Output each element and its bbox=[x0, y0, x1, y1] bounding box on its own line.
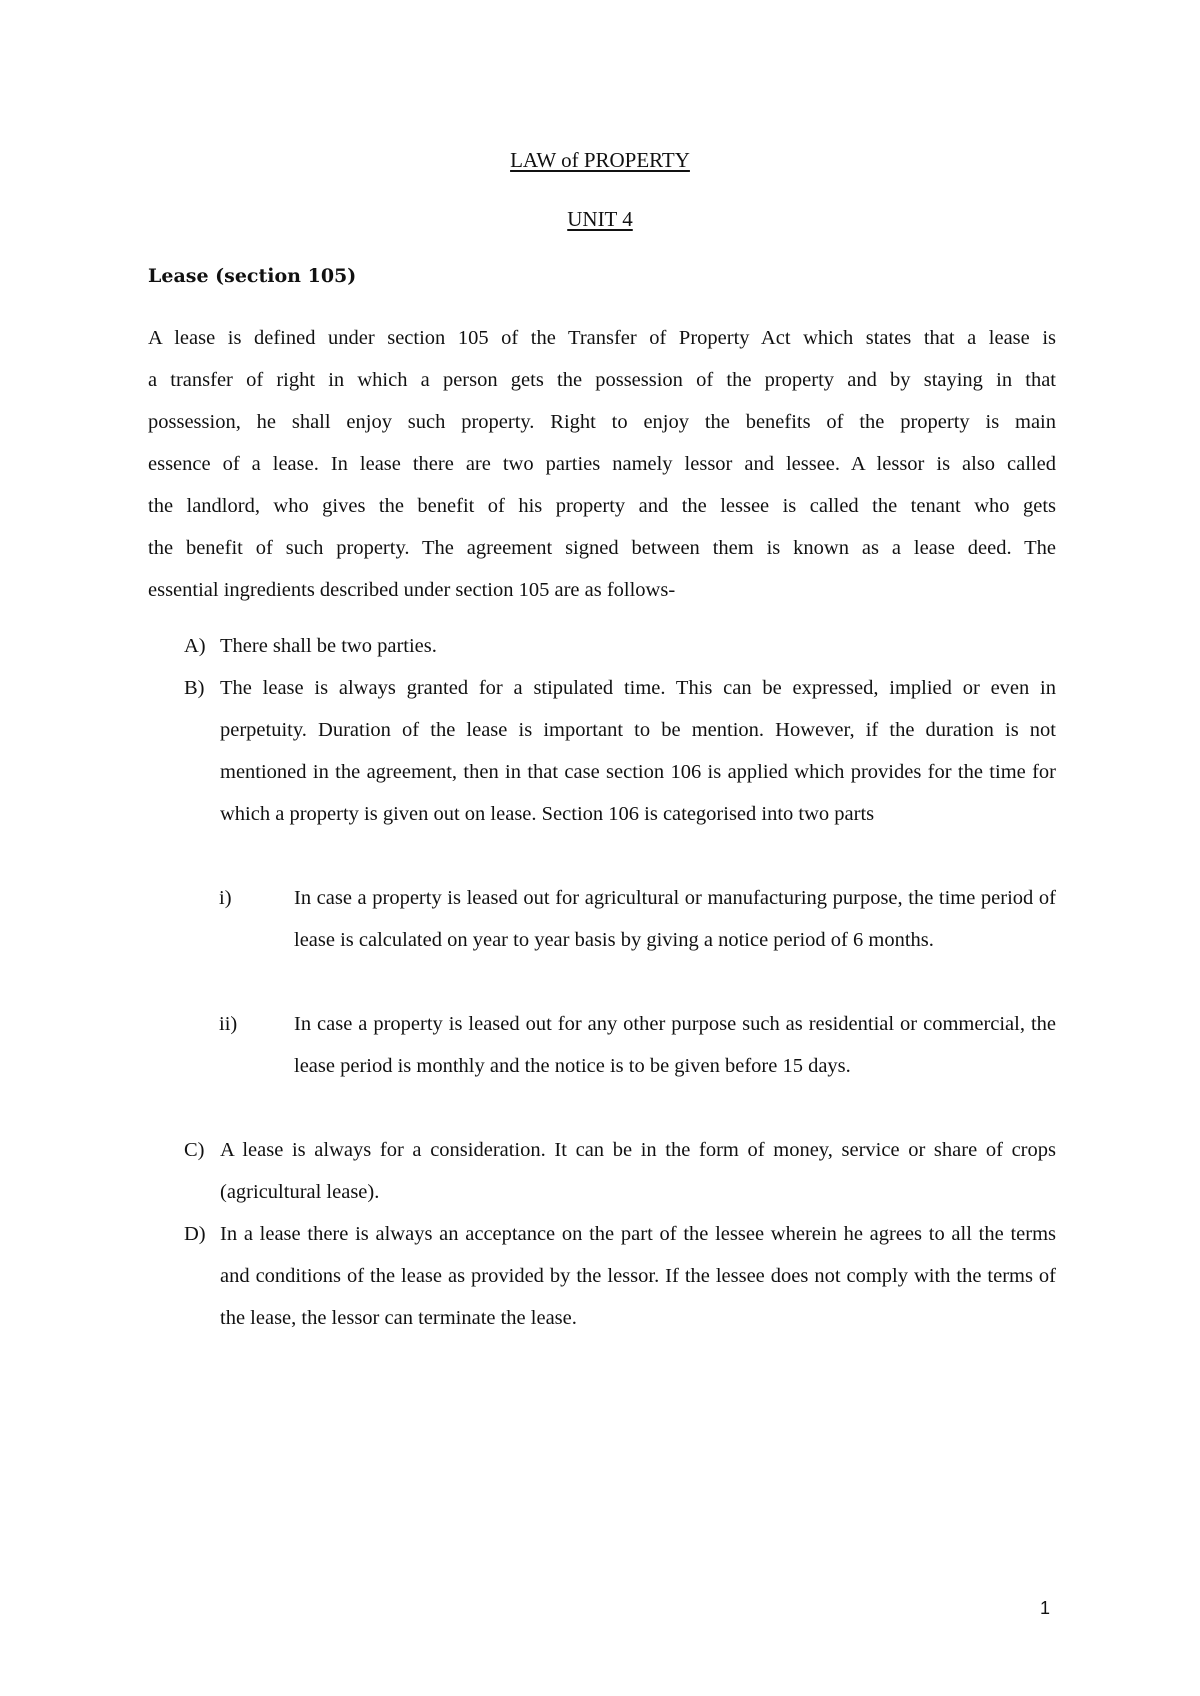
list-item-b bbox=[148, 667, 1056, 835]
sub-item-text: In case a property is leased out for any other purpose such as residential or commercial, the lease period is monthly and the notice is to be given before 15 days. bbox=[294, 1013, 1056, 1077]
intro-paragraph bbox=[148, 317, 1056, 611]
intro-line: the benefit of such property. The agreement signed between them is known as a lease deed. The bbox=[148, 537, 1056, 559]
sub-item-ii bbox=[148, 1003, 1056, 1087]
intro-line: a transfer of right in which a person gets the possession of the property and by staying in that bbox=[148, 369, 1056, 391]
document-title: LAW of PROPERTY bbox=[510, 148, 690, 172]
sub-item-text: In case a property is leased out for agricultural or manufacturing purpose, the time period of lease is calculated on year to year basis by giving a notice period of 6 months. bbox=[294, 887, 1056, 951]
list-marker: A) bbox=[184, 635, 206, 657]
list-item-text: The lease is always granted for a stipulated time. This can be expressed, implied or even in perpetuity. Duration of the lease is important to be mention. However, if the duration is not mentioned in the agreement, then in that case section 106 is applied which provides for the time for which a property is given out on lease. Section 106 is categorised into two parts bbox=[220, 677, 1056, 825]
intro-line: A lease is defined under section 105 of the Transfer of Property Act which states that a lease is bbox=[148, 327, 1056, 349]
list-marker: D) bbox=[184, 1223, 206, 1245]
intro-line: essential ingredients described under section 105 are as follows- bbox=[148, 579, 676, 601]
list-marker: C) bbox=[184, 1139, 205, 1161]
sub-list-marker: ii) bbox=[219, 1013, 238, 1035]
list-item-c bbox=[148, 1129, 1056, 1213]
intro-line: essence of a lease. In lease there are two parties namely lessor and lessee. A lessor is also called bbox=[148, 453, 1056, 475]
sub-item-i bbox=[148, 877, 1056, 961]
list-item-a bbox=[148, 625, 1056, 667]
section-heading: Lease (section 105) bbox=[148, 265, 357, 287]
intro-line: possession, he shall enjoy such property. Right to enjoy the benefits of the property is main bbox=[148, 411, 1056, 433]
intro-line: the landlord, who gives the benefit of his property and the lessee is called the tenant who gets bbox=[148, 495, 1056, 517]
sub-list-marker: i) bbox=[219, 887, 232, 909]
page-number: 1 bbox=[1040, 1598, 1051, 1618]
list-item-text: In a lease there is always an acceptance on the part of the lessee wherein he agrees to all the terms and conditions of the lease as provided by the lessor. If the lessee does not comply with the terms of the lease, the lessor can terminate the lease. bbox=[220, 1223, 1056, 1329]
list-item-d bbox=[148, 1213, 1056, 1339]
unit-title: UNIT 4 bbox=[567, 207, 633, 231]
list-item-text: A lease is always for a consideration. It can be in the form of money, service or share of crops (agricultural lease). bbox=[220, 1139, 1056, 1203]
list-item-text: There shall be two parties. bbox=[220, 635, 437, 657]
list-marker: B) bbox=[184, 677, 205, 699]
